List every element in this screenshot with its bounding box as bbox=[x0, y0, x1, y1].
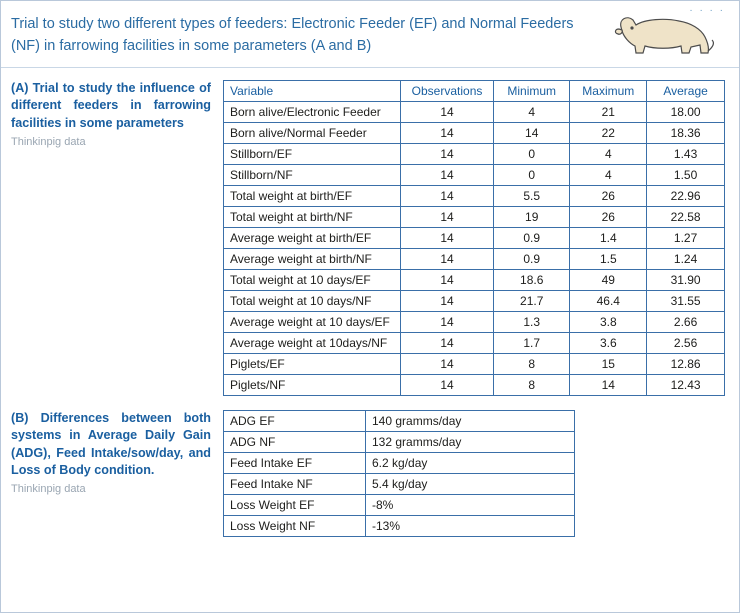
table-row bbox=[224, 473, 575, 494]
cell-observations: 14 bbox=[401, 332, 494, 353]
table-a-col-observations: Observations bbox=[401, 80, 494, 101]
cell-observations: 14 bbox=[401, 269, 494, 290]
cell-minimum: 8 bbox=[494, 353, 570, 374]
table-row bbox=[224, 101, 725, 122]
cell-minimum: 18.6 bbox=[494, 269, 570, 290]
cell-variable: Total weight at birth/EF bbox=[224, 185, 401, 206]
cell-observations: 14 bbox=[401, 185, 494, 206]
cell-value: 140 gramms/day bbox=[366, 410, 575, 431]
table-a-col-minimum: Minimum bbox=[494, 80, 570, 101]
cell-average: 22.96 bbox=[647, 185, 725, 206]
cell-variable: Piglets/NF bbox=[224, 374, 401, 395]
cell-minimum: 0 bbox=[494, 164, 570, 185]
cell-metric: ADG EF bbox=[224, 410, 366, 431]
cell-metric: Feed Intake EF bbox=[224, 452, 366, 473]
cell-variable: Total weight at birth/NF bbox=[224, 206, 401, 227]
cell-minimum: 0.9 bbox=[494, 248, 570, 269]
cell-minimum: 0 bbox=[494, 143, 570, 164]
cell-observations: 14 bbox=[401, 122, 494, 143]
cell-average: 1.27 bbox=[647, 227, 725, 248]
cell-variable: Born alive/Electronic Feeder bbox=[224, 101, 401, 122]
table-row bbox=[224, 227, 725, 248]
cell-average: 12.43 bbox=[647, 374, 725, 395]
section-a-table-wrap bbox=[223, 80, 725, 396]
cell-observations: 14 bbox=[401, 101, 494, 122]
table-row bbox=[224, 290, 725, 311]
cell-variable: Total weight at 10 days/EF bbox=[224, 269, 401, 290]
table-b bbox=[223, 410, 575, 537]
cell-average: 1.43 bbox=[647, 143, 725, 164]
cell-maximum: 22 bbox=[570, 122, 647, 143]
section-b bbox=[1, 396, 739, 537]
cell-value: 6.2 kg/day bbox=[366, 452, 575, 473]
cell-variable: Stillborn/NF bbox=[224, 164, 401, 185]
cell-average: 1.50 bbox=[647, 164, 725, 185]
section-b-caption bbox=[11, 410, 223, 496]
table-row bbox=[224, 122, 725, 143]
table-a-header-row bbox=[224, 80, 725, 101]
cell-variable: Stillborn/EF bbox=[224, 143, 401, 164]
table-a-col-maximum: Maximum bbox=[570, 80, 647, 101]
table-row bbox=[224, 269, 725, 290]
cell-variable: Piglets/EF bbox=[224, 353, 401, 374]
table-row bbox=[224, 374, 725, 395]
cell-average: 18.00 bbox=[647, 101, 725, 122]
document-header bbox=[1, 1, 739, 68]
cell-maximum: 26 bbox=[570, 206, 647, 227]
cell-metric: Loss Weight EF bbox=[224, 494, 366, 515]
section-a-caption-title: (A) Trial to study the influence of different feeders in farrowing facilities in some parameters bbox=[11, 80, 211, 130]
cell-average: 2.66 bbox=[647, 311, 725, 332]
cell-value: 5.4 kg/day bbox=[366, 473, 575, 494]
cell-minimum: 19 bbox=[494, 206, 570, 227]
cell-maximum: 15 bbox=[570, 353, 647, 374]
section-a bbox=[1, 68, 739, 396]
cell-observations: 14 bbox=[401, 206, 494, 227]
table-row bbox=[224, 311, 725, 332]
dot-decoration: · · · · bbox=[689, 5, 725, 16]
cell-observations: 14 bbox=[401, 311, 494, 332]
section-a-caption bbox=[11, 80, 223, 148]
cell-minimum: 5.5 bbox=[494, 185, 570, 206]
cell-average: 12.86 bbox=[647, 353, 725, 374]
cell-variable: Average weight at birth/EF bbox=[224, 227, 401, 248]
pig-icon bbox=[605, 7, 721, 61]
cell-observations: 14 bbox=[401, 353, 494, 374]
table-row bbox=[224, 353, 725, 374]
cell-observations: 14 bbox=[401, 290, 494, 311]
cell-maximum: 46.4 bbox=[570, 290, 647, 311]
cell-average: 2.56 bbox=[647, 332, 725, 353]
table-row bbox=[224, 410, 575, 431]
table-row bbox=[224, 248, 725, 269]
cell-variable: Total weight at 10 days/NF bbox=[224, 290, 401, 311]
cell-minimum: 21.7 bbox=[494, 290, 570, 311]
cell-maximum: 21 bbox=[570, 101, 647, 122]
table-row bbox=[224, 185, 725, 206]
cell-variable: Average weight at 10days/NF bbox=[224, 332, 401, 353]
table-row bbox=[224, 332, 725, 353]
cell-value: 132 gramms/day bbox=[366, 431, 575, 452]
table-row bbox=[224, 431, 575, 452]
table-row bbox=[224, 164, 725, 185]
cell-maximum: 26 bbox=[570, 185, 647, 206]
table-a-col-average: Average bbox=[647, 80, 725, 101]
cell-maximum: 3.8 bbox=[570, 311, 647, 332]
page-title bbox=[11, 13, 611, 58]
section-b-caption-source: Thinkinpig data bbox=[11, 483, 86, 496]
cell-maximum: 14 bbox=[570, 374, 647, 395]
table-row bbox=[224, 143, 725, 164]
page-title-line-1: Trial to study two different types of feeders: Electronic Feeder (EF) and Normal Feeders bbox=[11, 16, 574, 32]
cell-value: -13% bbox=[366, 515, 575, 536]
cell-maximum: 1.5 bbox=[570, 248, 647, 269]
cell-variable: Born alive/Normal Feeder bbox=[224, 122, 401, 143]
cell-average: 22.58 bbox=[647, 206, 725, 227]
cell-observations: 14 bbox=[401, 248, 494, 269]
cell-minimum: 0.9 bbox=[494, 227, 570, 248]
cell-observations: 14 bbox=[401, 227, 494, 248]
cell-observations: 14 bbox=[401, 143, 494, 164]
page-title-line-2: (NF) in farrowing facilities in some parameters (A and B) bbox=[11, 38, 372, 55]
table-a bbox=[223, 80, 725, 396]
cell-average: 31.55 bbox=[647, 290, 725, 311]
cell-average: 31.90 bbox=[647, 269, 725, 290]
cell-average: 1.24 bbox=[647, 248, 725, 269]
cell-minimum: 1.7 bbox=[494, 332, 570, 353]
section-b-caption-title: (B) Differences between both systems in Average Daily Gain (ADG), Feed Intake/sow/day, and Loss of Body condition. bbox=[11, 410, 211, 478]
cell-average: 18.36 bbox=[647, 122, 725, 143]
table-row bbox=[224, 206, 725, 227]
cell-value: -8% bbox=[366, 494, 575, 515]
cell-metric: Loss Weight NF bbox=[224, 515, 366, 536]
cell-metric: Feed Intake NF bbox=[224, 473, 366, 494]
cell-variable: Average weight at birth/NF bbox=[224, 248, 401, 269]
cell-minimum: 4 bbox=[494, 101, 570, 122]
table-row bbox=[224, 494, 575, 515]
header-divider bbox=[1, 67, 739, 68]
cell-minimum: 8 bbox=[494, 374, 570, 395]
cell-maximum: 4 bbox=[570, 143, 647, 164]
cell-maximum: 49 bbox=[570, 269, 647, 290]
cell-metric: ADG NF bbox=[224, 431, 366, 452]
cell-maximum: 1.4 bbox=[570, 227, 647, 248]
cell-variable: Average weight at 10 days/EF bbox=[224, 311, 401, 332]
table-a-col-variable: Variable bbox=[224, 80, 401, 101]
section-a-caption-source: Thinkinpig data bbox=[11, 136, 86, 149]
cell-observations: 14 bbox=[401, 164, 494, 185]
cell-maximum: 4 bbox=[570, 164, 647, 185]
cell-maximum: 3.6 bbox=[570, 332, 647, 353]
cell-minimum: 14 bbox=[494, 122, 570, 143]
section-b-table-wrap bbox=[223, 410, 725, 537]
table-row bbox=[224, 515, 575, 536]
table-row bbox=[224, 452, 575, 473]
cell-observations: 14 bbox=[401, 374, 494, 395]
cell-minimum: 1.3 bbox=[494, 311, 570, 332]
